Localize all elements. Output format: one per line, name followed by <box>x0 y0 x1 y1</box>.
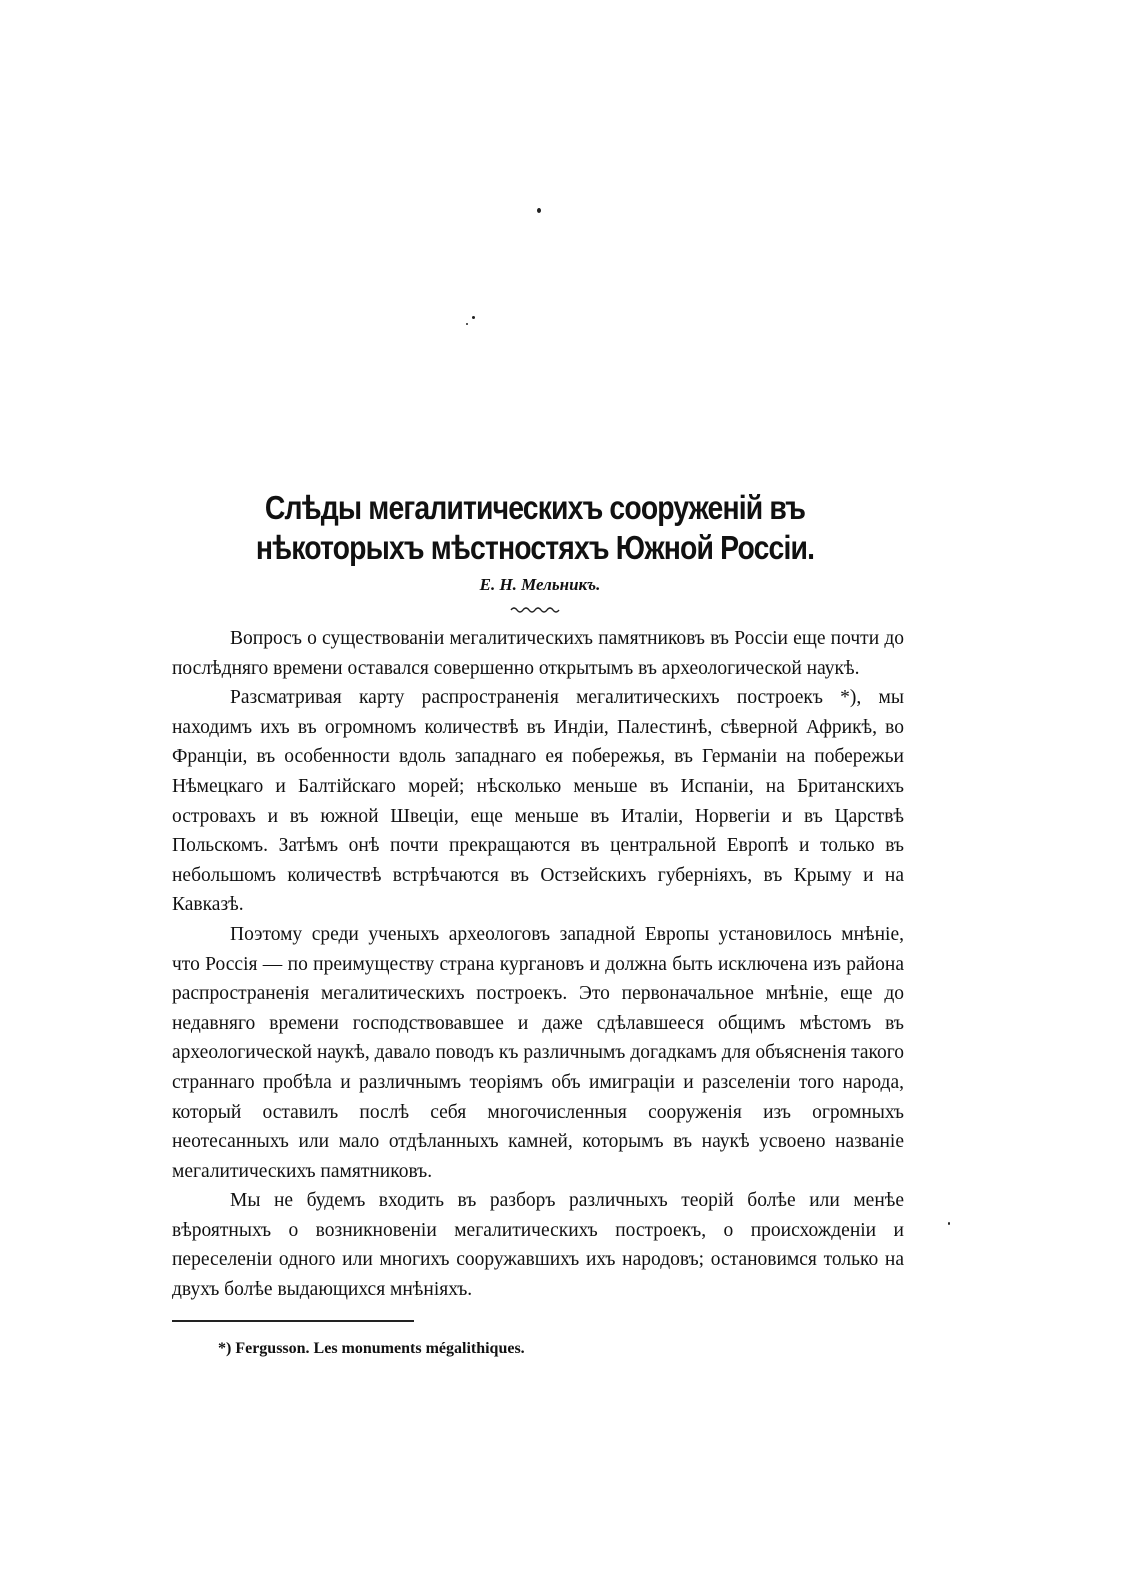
footnote-divider <box>172 1320 414 1322</box>
article-title: Слѣды мегалитическихъ сооруженій въ нѣкоторыхъ мѣстностяхъ Южной Россіи. <box>255 489 815 566</box>
article-body <box>172 624 904 1305</box>
paragraph-2: Разсматривая карту распространенія мегалитическихъ построекъ *), мы находимъ ихъ въ огромномъ количествѣ въ Индіи, Палестинѣ, сѣверной Африкѣ, во Франціи, въ особенности вдоль западнаго ея побережья, въ Германіи на побережьи Нѣмецкаго и Балтійскаго морей; нѣсколько меньше въ Испаніи, на Британскихъ островахъ и въ южной Швеціи, еще меньше въ Италіи, Норвегіи и въ Царствѣ Польскомъ. Затѣмъ онѣ почти прекращаются въ центральной Европѣ и только въ небольшомъ количествѣ встрѣчаются въ Остзейскихъ губерніяхъ, въ Крыму и на Кавказѣ. <box>172 687 904 916</box>
author-name: Е. Н. Мельникъ. <box>479 575 601 594</box>
scan-speck <box>472 316 475 319</box>
scan-speck <box>537 208 541 213</box>
paragraph-4: Мы не будемъ входить въ разборъ различныхъ теорій болѣе или менѣе вѣроятныхъ о возникновеніи мегалитическихъ построекъ, о происхожденіи и переселеніи одного или многихъ сооружавшихъ ихъ народовъ; остановимся только на двухъ болѣе выдающихся мнѣніяхъ. <box>172 1190 904 1301</box>
footnote: *) Fergusson. Les monuments mégalithiques. <box>218 1340 525 1357</box>
scan-speck <box>948 1222 950 1225</box>
ornamental-tilde-divider <box>510 605 560 613</box>
scan-speck <box>466 323 468 325</box>
paragraph-3: Поэтому среди ученыхъ археологовъ западной Европы установилось мнѣніе, что Россія — по преимуществу страна кургановъ и должна быть исключена изъ района распространенія мегалитическихъ построекъ. Это первоначальное мнѣніе, еще до недавняго времени господствовавшее и даже сдѣлавшееся общимъ мѣстомъ въ археологической наукѣ, давало поводъ къ различнымъ догадкамъ для объясненія такого страннаго пробѣла и различнымъ теоріямъ объ имиграціи и разселеніи того народа, который оставилъ послѣ себя многочисленныя сооруженія изъ огромныхъ неотесанныхъ или мало отдѣланныхъ камней, которымъ въ наукѣ усвоено названіе мегалитическихъ памятниковъ. <box>172 923 904 1182</box>
paragraph-1: Вопросъ о существованіи мегалитическихъ памятниковъ въ Россіи еще почти до послѣдняго времени оставался совершенно открытымъ въ археологической наукѣ. <box>172 628 904 679</box>
